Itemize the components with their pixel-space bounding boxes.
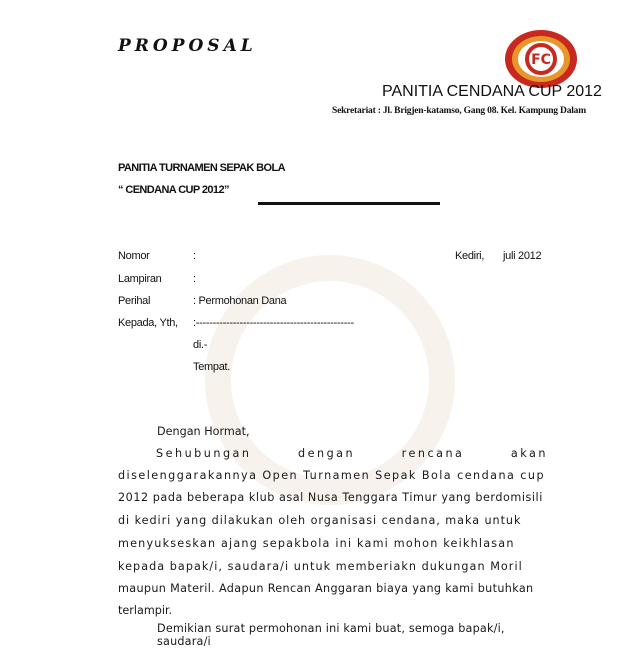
letter-line-3: 2012 pada beberapa klub asal Nusa Tenggara Timur yang berdomisili [118, 491, 543, 504]
title-underline [258, 202, 440, 205]
kepada-label: Kepada, Yth, [118, 317, 178, 329]
letter-word: akan [510, 447, 548, 460]
letter-line-6: kepada bapak/i, saudara/i untuk memberiakn dukungan Moril [118, 560, 523, 573]
tempat-label: Tempat. [193, 361, 231, 373]
lampiran-label: Lampiran [118, 273, 162, 285]
nomor-label: Nomor [118, 250, 150, 262]
recipient-line-1: PANITIA TURNAMEN SEPAK BOLA [118, 162, 285, 174]
secretariat-address: Sekretariat : Jl. Brigjen-katamso, Gang 08. Kel. Kampung Dalam [332, 106, 586, 116]
proposal-heading: PROPOSAL [118, 36, 257, 56]
background-watermark [205, 255, 455, 505]
di-label: di.- [193, 339, 208, 351]
nomor-colon: : [193, 250, 196, 262]
letter-line-7: maupun Materil. Adapun Rencan Anggaran biaya yang kami butuhkan [118, 582, 534, 595]
letter-line-5: menyukseskan ajang sepakbola ini kami mohon keikhlasan [118, 537, 515, 550]
letter-word: rencana [401, 447, 465, 460]
letter-line-2: diselenggarakannya Open Turnamen Sepak Bola cendana cup [118, 469, 545, 482]
place-label: Kediri, [455, 250, 485, 262]
letter-word: Sehubungan [156, 447, 252, 460]
organization-logo [503, 28, 579, 90]
kepada-value: :----------------------------------------------- [193, 317, 354, 329]
recipient-line-2: “ CENDANA CUP 2012” [118, 184, 229, 196]
letter-line-1 [156, 447, 548, 460]
letter-line-8: terlampir. [118, 604, 173, 617]
letter-greeting: Dengan Hormat, [157, 425, 250, 438]
letter-line-4: di kediri yang dilakukan oleh organisasi cendana, maka untuk [118, 514, 522, 527]
lampiran-colon: : [193, 273, 196, 285]
perihal-label: Perihal [118, 295, 151, 307]
letter-line-9: Demikian surat permohonan ini kami buat, semoga bapak/i, saudara/i [157, 622, 505, 648]
organization-name: PANITIA CENDANA CUP 2012 [382, 83, 602, 100]
letter-word: dengan [298, 447, 356, 460]
letter-date: juli 2012 [503, 250, 542, 262]
perihal-value: : Permohonan Dana [193, 295, 287, 307]
logo-text: FC [531, 52, 551, 68]
